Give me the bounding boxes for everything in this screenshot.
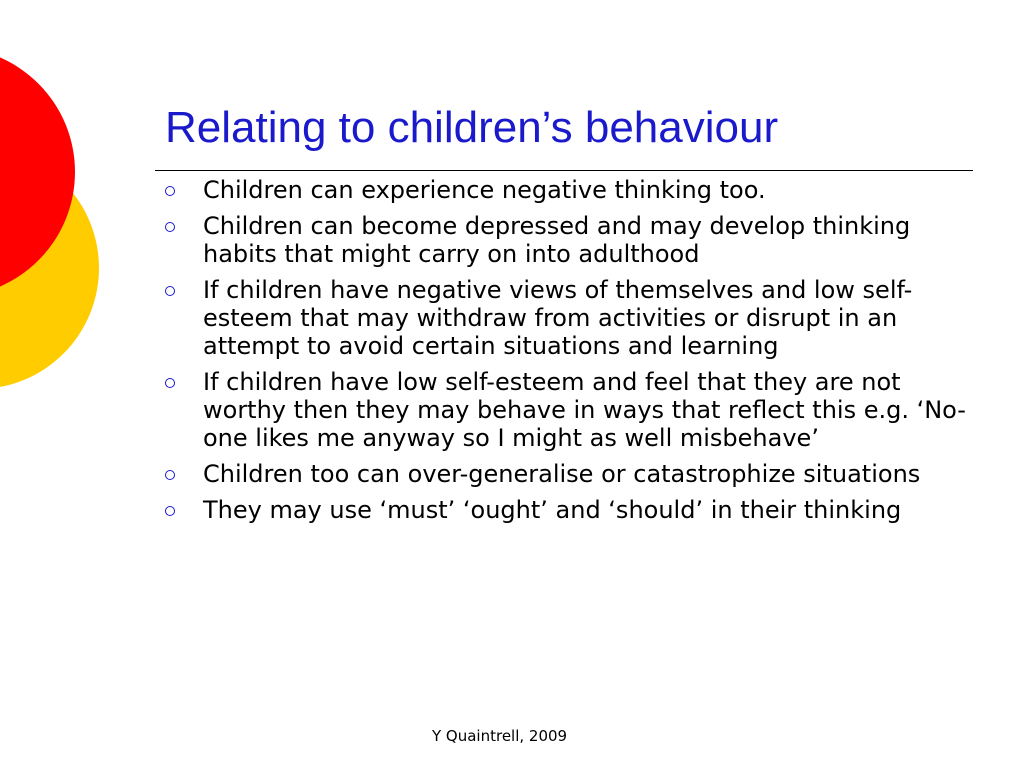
hollow-circle-bullet-icon xyxy=(165,506,175,516)
hollow-circle-bullet-icon xyxy=(165,222,175,232)
bullet-text: If children have low self-esteem and feel that they are not worthy then they may behave in ways that reflect this e.g. ‘No-one likes me anyway so I might as well misbehave’ xyxy=(203,368,966,452)
bullet-text: Children can experience negative thinking too. xyxy=(203,176,766,204)
bullet-item xyxy=(163,276,978,360)
decorative-circles xyxy=(0,0,110,420)
bullet-item xyxy=(163,176,978,204)
bullet-item xyxy=(163,460,978,488)
bullet-text: They may use ‘must’ ‘ought’ and ‘should’ in their thinking xyxy=(203,496,902,524)
bullet-item xyxy=(163,212,978,268)
hollow-circle-bullet-icon xyxy=(165,286,175,296)
hollow-circle-bullet-icon xyxy=(165,470,175,480)
bullet-text: Children can become depressed and may develop thinking habits that might carry on into adulthood xyxy=(203,212,911,268)
bullet-item xyxy=(163,368,978,452)
footer-credit: Y Quaintrell, 2009 xyxy=(432,727,568,745)
bullet-list xyxy=(163,176,978,532)
bullet-item xyxy=(163,496,978,524)
title-divider xyxy=(155,170,973,171)
slide-title: Relating to children’s behaviour xyxy=(165,103,779,152)
hollow-circle-bullet-icon xyxy=(165,186,175,196)
bullet-text: Children too can over-generalise or catastrophize situations xyxy=(203,460,921,488)
bullet-text: If children have negative views of themselves and low self-esteem that may withdraw from activities or disrupt in an attempt to avoid certain situations and learning xyxy=(203,276,913,360)
hollow-circle-bullet-icon xyxy=(165,378,175,388)
